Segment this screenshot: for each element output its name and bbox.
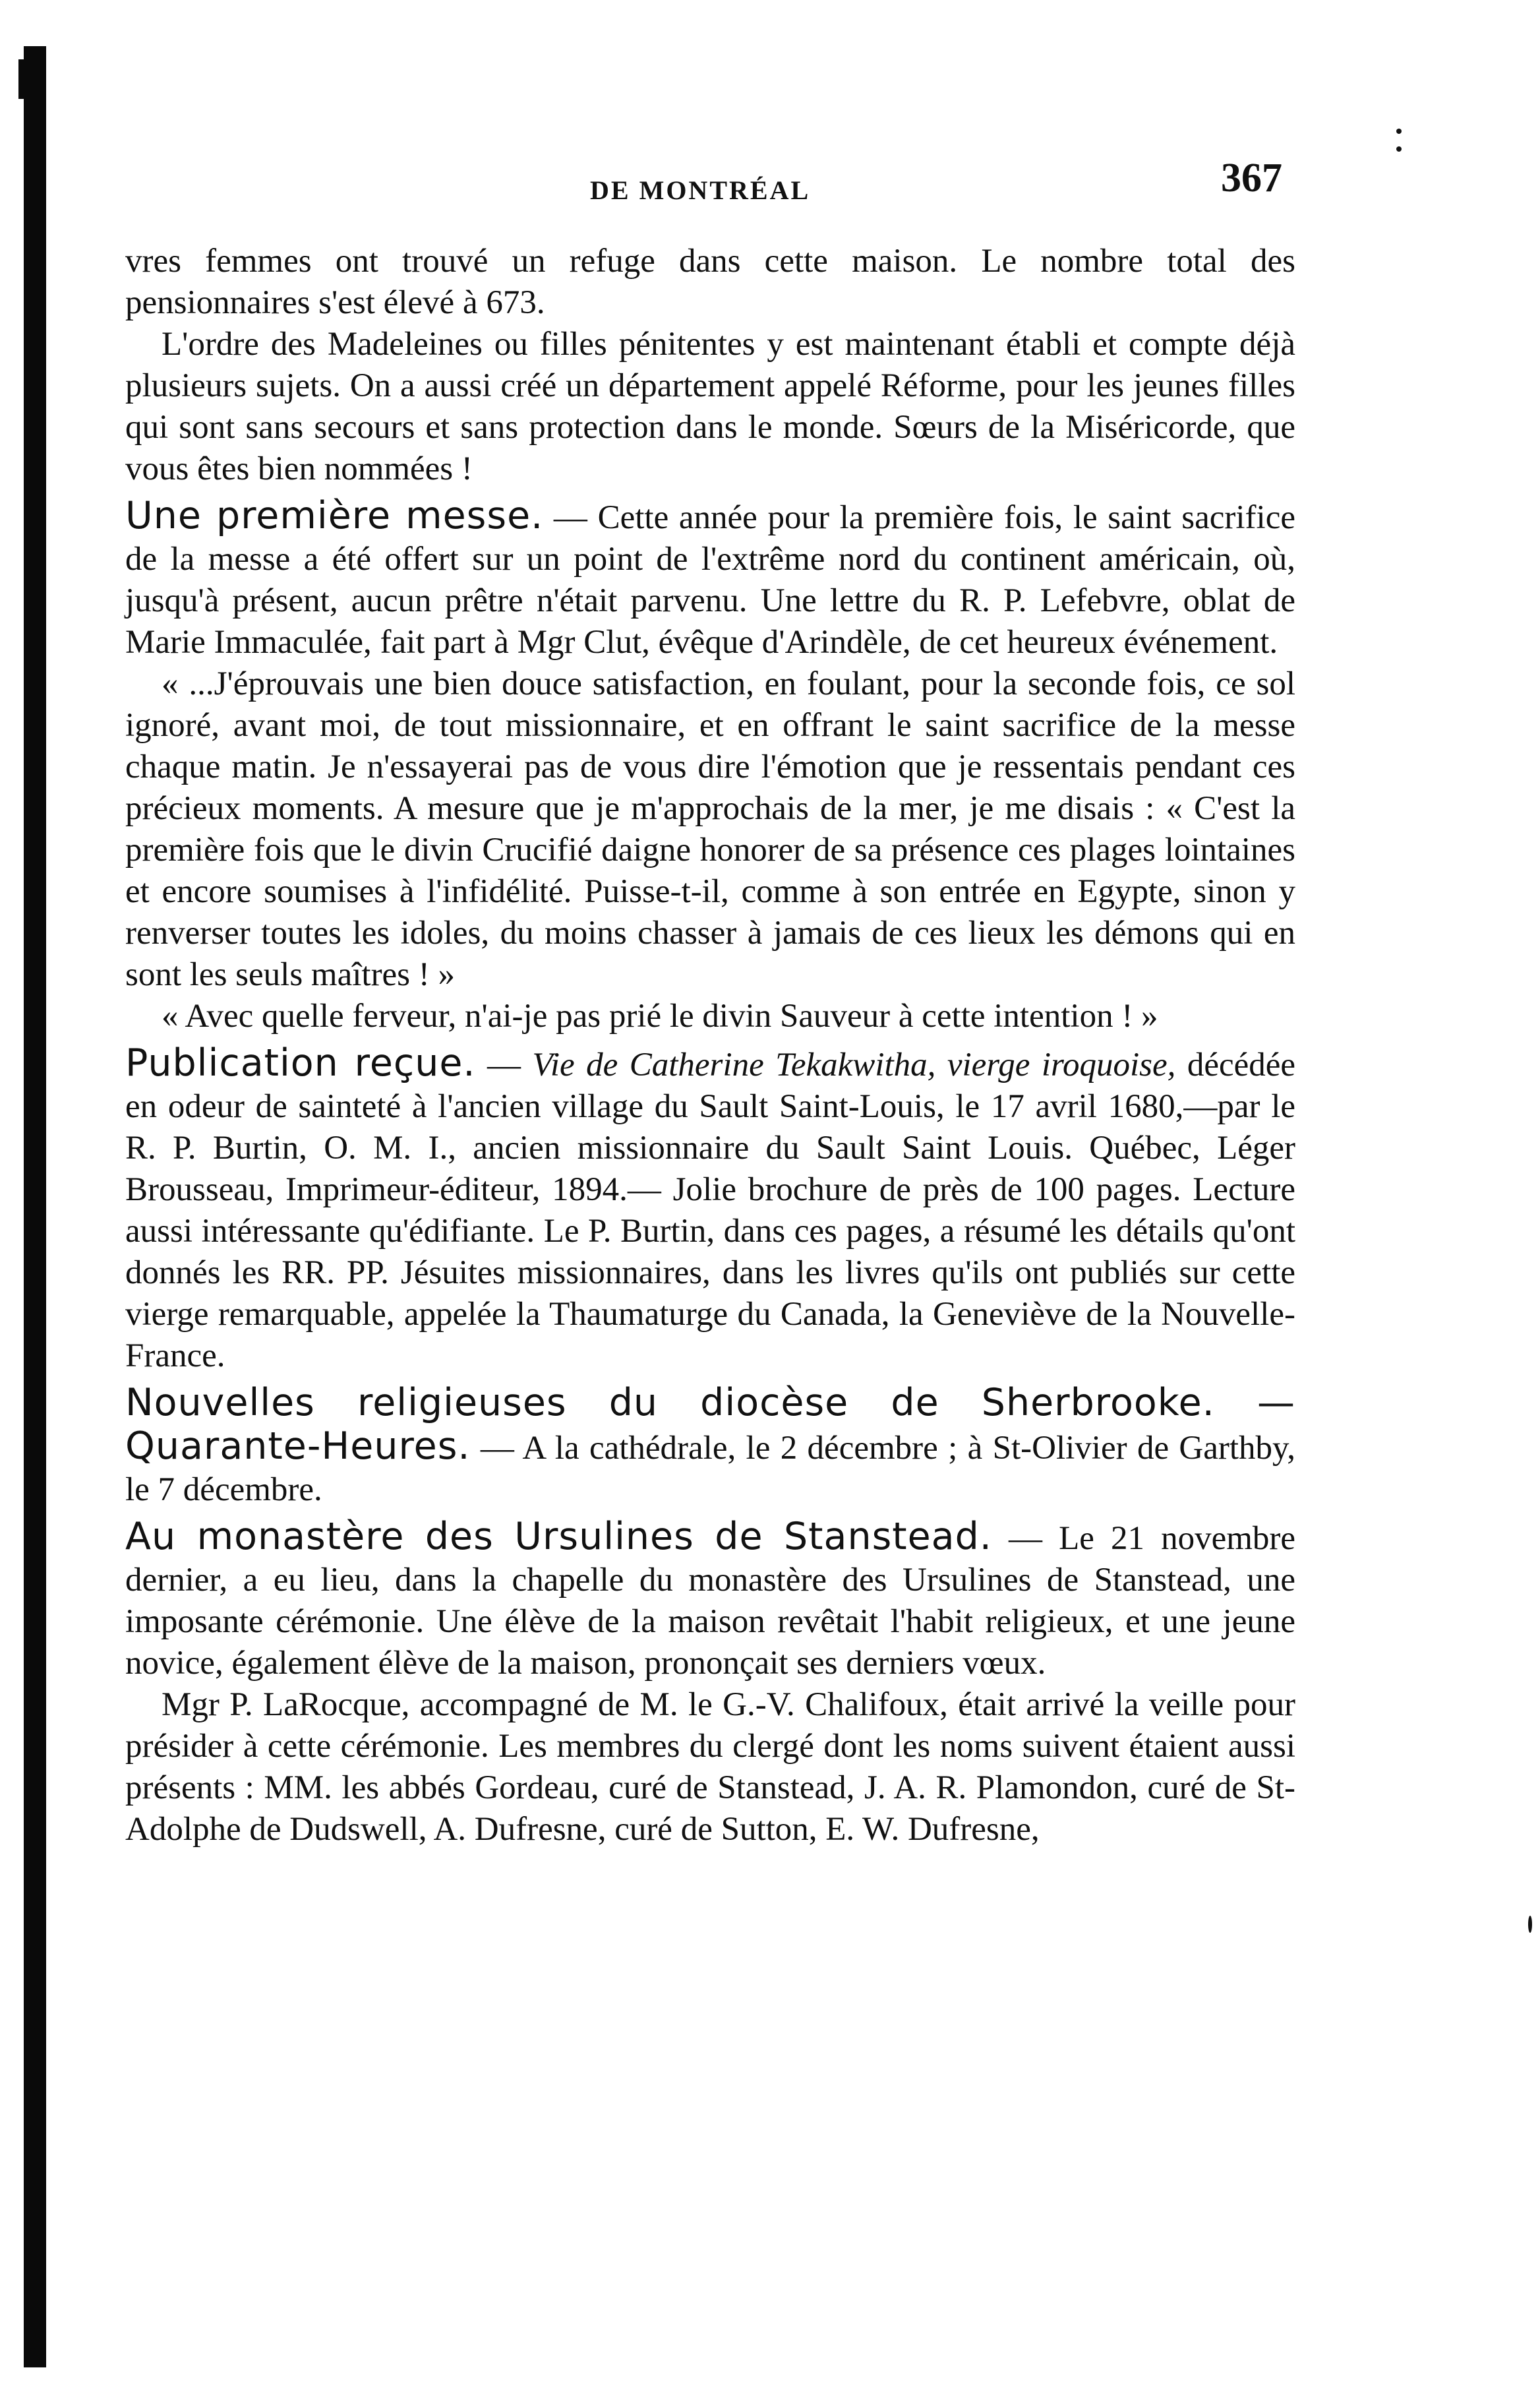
paragraph bbox=[125, 324, 1295, 490]
section-paragraph bbox=[125, 1516, 1295, 1684]
book-title: Vie de Catherine Tekakwitha, vierge iroquoise, bbox=[532, 1047, 1176, 1083]
paragraph bbox=[125, 1684, 1295, 1850]
paragraph-text: « ...J'éprouvais une bien douce satisfaction, en foulant, pour la seconde fois, ce sol ignoré, avant moi, de tout missionnaire, et en offrant le saint sacrifice de la messe chaque matin. Je n'essayerai pas de vous dire l'émotion que je ressentais pendant ces précieux moments. A mesure que je m'approchais de la mer, je me disais : « C'est la première fois que le divin Crucifié daigne honorer de sa présence ces plages lointaines et encore soumises à l'infidélité. Puisse-t-il, comme à son entrée en Egypte, sinon y renverser toutes les idoles, du moins chasser à jamais de ces lieux les démons qui en sont les seuls maîtres ! » bbox=[125, 665, 1295, 993]
paragraph-text: — Cette année pour la première fois, le saint sacrifice de la messe a été offert sur un point de l'extrême nord du continent américain, où, jusqu'à présent, aucun prêtre n'était parvenu. Une lettre du R. P. Lefebvre, oblat de Marie Immaculée, fait part à Mgr Clut, évêque d'Arindèle, de cet heureux événement. bbox=[125, 499, 1295, 661]
page-body bbox=[125, 241, 1295, 1850]
binding-mark bbox=[18, 59, 24, 99]
paragraph-text: Mgr P. LaRocque, accompagné de M. le G.-V. Chalifoux, était arrivé la veille pour présider à cette cérémonie. Les membres du clergé dont les noms suivent étaient aussi présents : MM. les abbés Gordeau, curé de Stanstead, J. A. R. Plamondon, curé de St-Adolphe de Dudswell, A. Dufresne, curé de Sutton, E. W. Dufresne, bbox=[125, 1686, 1295, 1848]
paragraph-text: décédée en odeur de sainteté à l'ancien village du Sault Saint-Louis, le 17 avril 1680,—par le R. P. Burtin, O. M. I., ancien missionnaire du Sault Saint Louis. Québec, Léger Brousseau, Imprimeur-éditeur, 1894.— Jolie brochure de près de 100 pages. Lecture aussi intéressante qu'édifiante. Le P. Burtin, dans ces pages, a résumé les détails qu'ont donnés les RR. PP. Jésuites missionnaires, dans les livres qu'ils ont publiés sur cette vierge remarquable, appelée la Thaumaturge du Canada, la Geneviève de la Nouvelle-France. bbox=[125, 1047, 1296, 1374]
quote-paragraph bbox=[125, 996, 1295, 1037]
section-paragraph bbox=[125, 495, 1295, 663]
section-heading: Une première messe. bbox=[125, 494, 544, 537]
dash: — bbox=[475, 1047, 533, 1083]
margin-speck bbox=[1396, 146, 1402, 152]
paragraph-text: — Le 21 novembre dernier, a eu lieu, dans la chapelle du monastère des Ursulines de Stanstead, une imposante cérémonie. Une élève de la maison revêtait l'habit religieux, et une jeune novice, également élève de la maison, prononçait ses derniers vœux. bbox=[125, 1520, 1296, 1682]
section-paragraph bbox=[125, 1382, 1295, 1511]
binding-edge bbox=[24, 46, 46, 2367]
section-heading: Nouvelles religieuses du diocèse de Sherbrooke. — Quarante-Heures. bbox=[125, 1381, 1295, 1468]
page-header bbox=[129, 155, 1295, 205]
running-head: DE MONTRÉAL bbox=[590, 175, 811, 205]
margin-speck bbox=[1396, 129, 1402, 134]
section-heading: Au monastère des Ursulines de Stanstead. bbox=[125, 1515, 992, 1558]
section-heading: Publication reçue. bbox=[125, 1041, 476, 1085]
quote-paragraph bbox=[125, 663, 1295, 996]
paragraph-text: — A la cathédrale, le 2 décembre ; à St-Olivier de Garthby, le 7 décembre. bbox=[125, 1430, 1295, 1508]
margin-speck bbox=[1528, 1916, 1532, 1933]
paragraph-text: vres femmes ont trouvé un refuge dans cette maison. Le nombre total des pensionnaires s'est élevé à 673. bbox=[125, 243, 1295, 321]
paragraph-text: L'ordre des Madeleines ou filles pénitentes y est maintenant établi et compte déjà plusieurs sujets. On a aussi créé un département appelé Réforme, pour les jeunes filles qui sont sans secours et sans protection dans le monde. Sœurs de la Miséricorde, que vous êtes bien nommées ! bbox=[125, 326, 1295, 487]
paragraph bbox=[125, 241, 1295, 324]
paragraph-text: « Avec quelle ferveur, n'ai-je pas prié le divin Sauveur à cette intention ! » bbox=[162, 998, 1158, 1035]
section-paragraph bbox=[125, 1043, 1295, 1377]
page-number: 367 bbox=[1221, 156, 1282, 200]
